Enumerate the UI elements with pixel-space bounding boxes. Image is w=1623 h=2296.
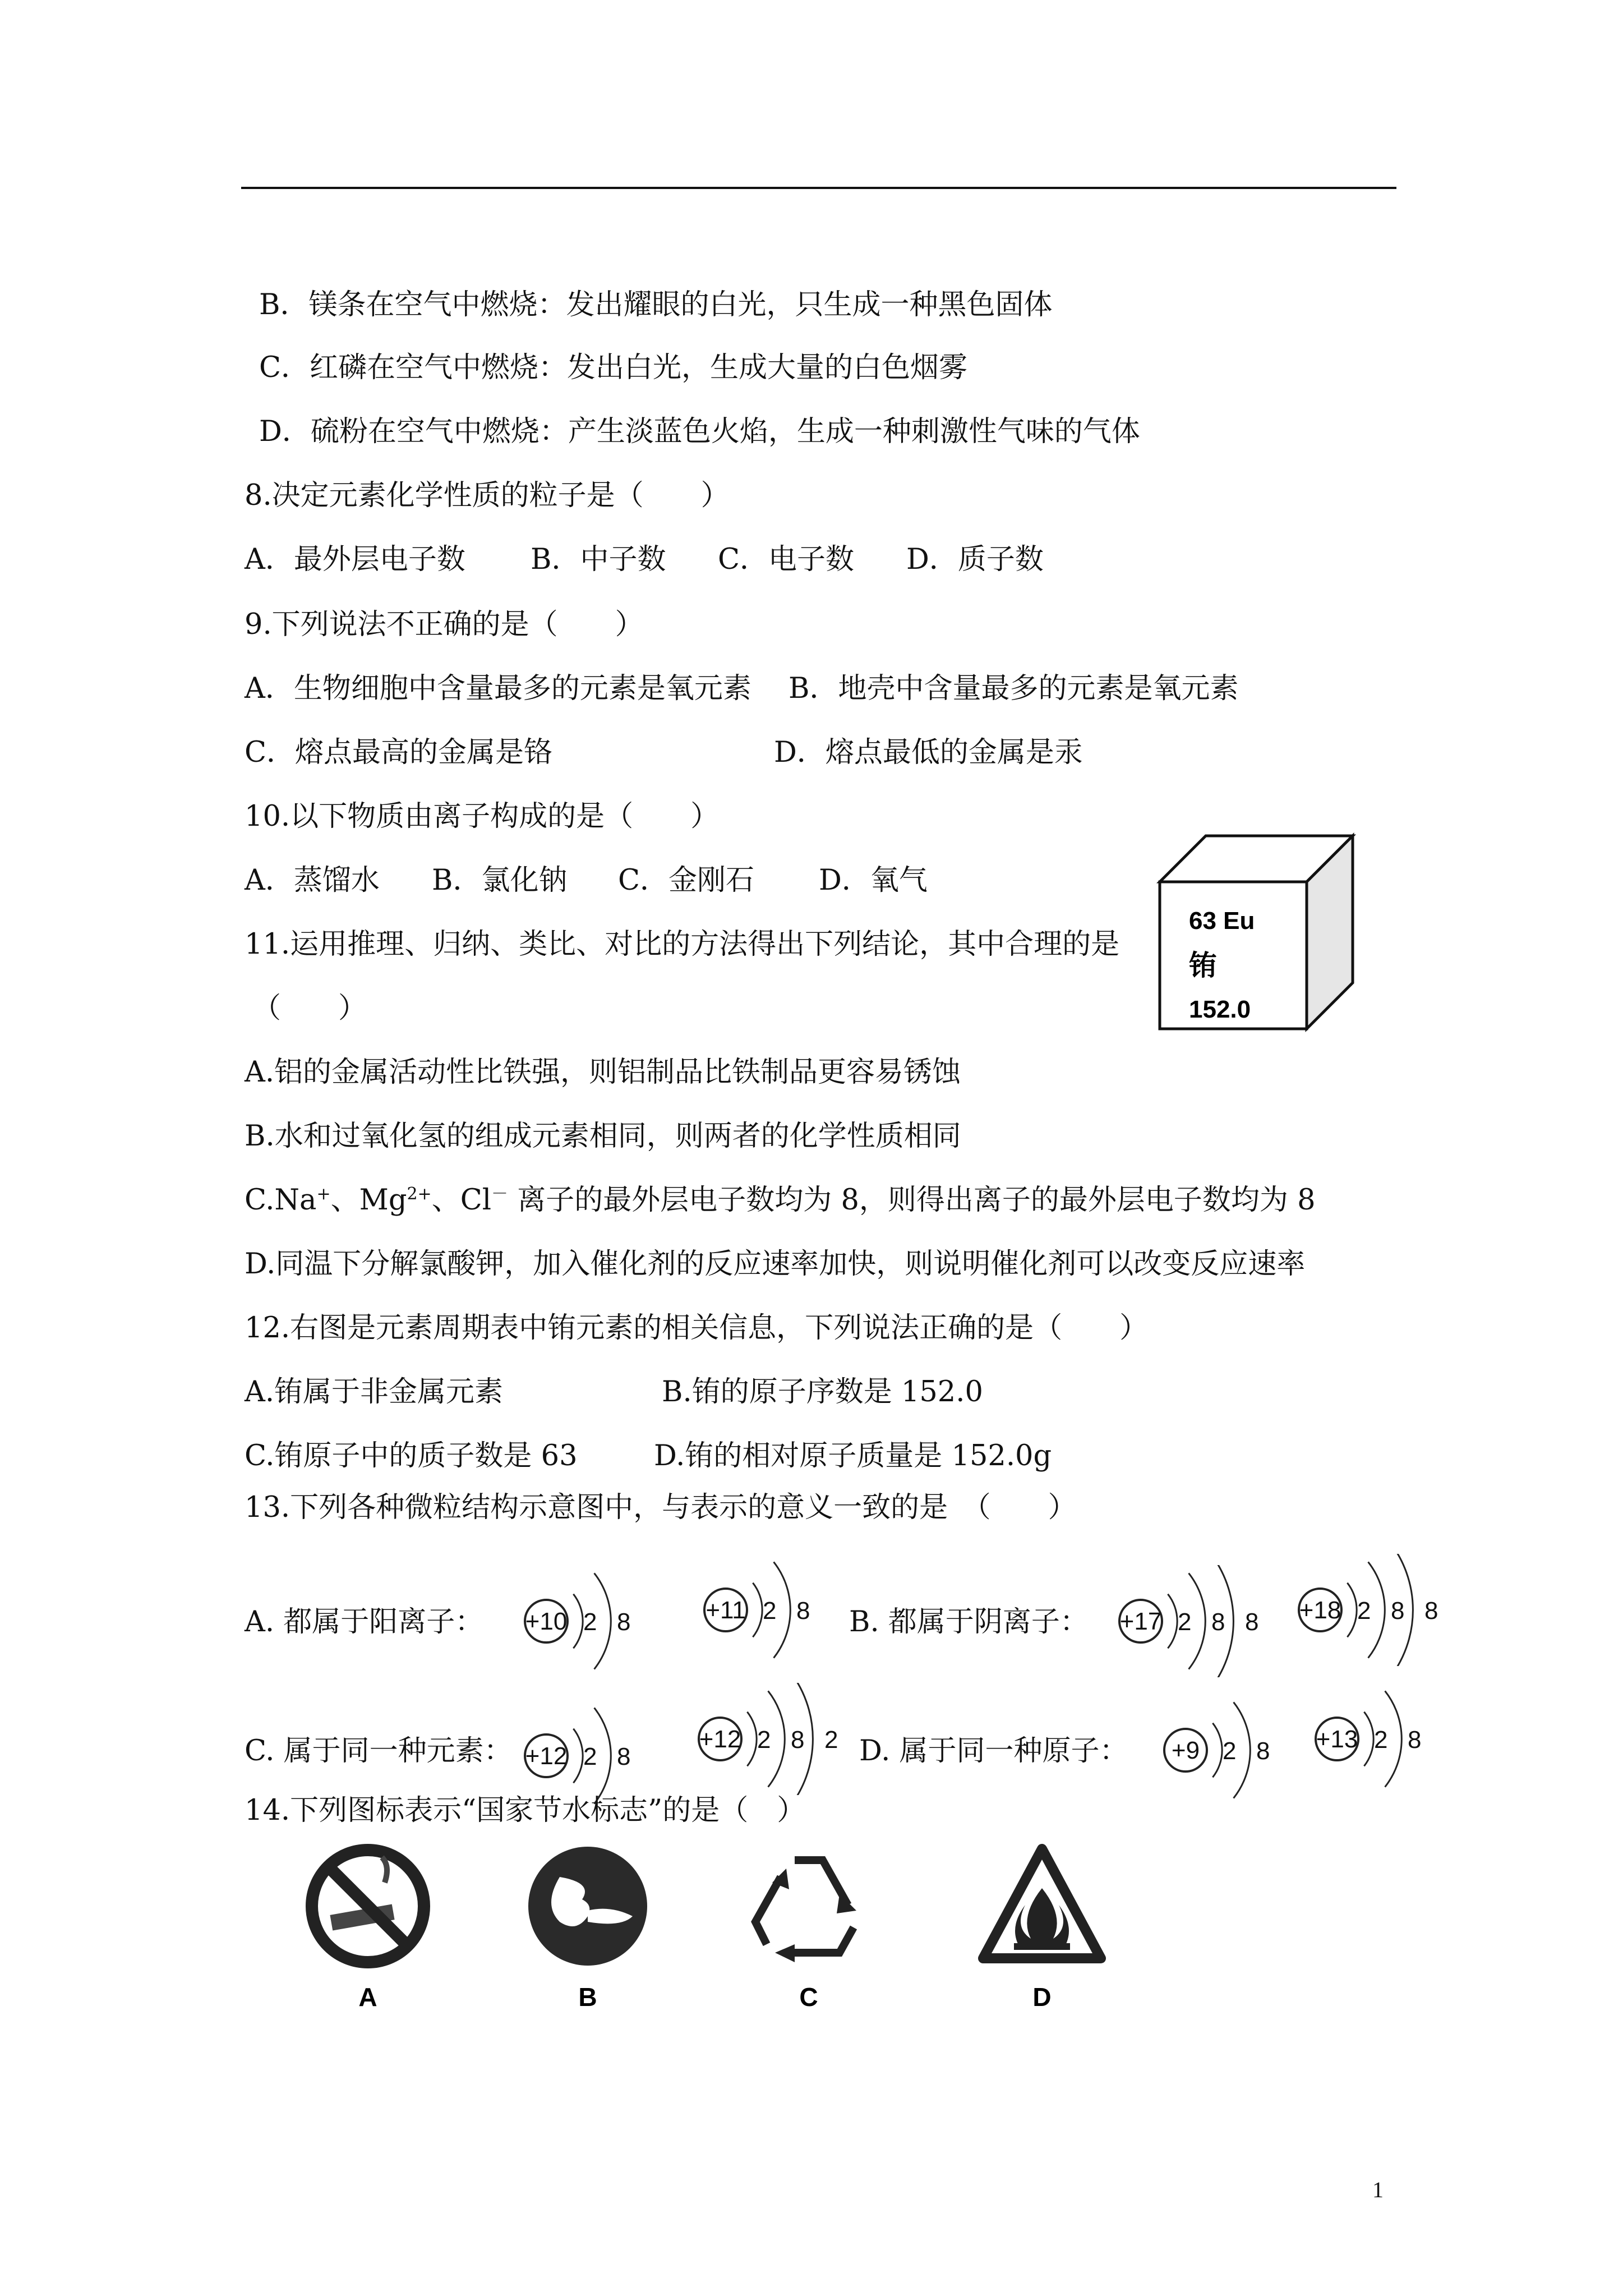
electron-shell-arc bbox=[573, 1594, 583, 1649]
q11-option-b: B.水和过氧化氢的组成元素相同，则两者的化学性质相同 bbox=[245, 1120, 961, 1153]
q8-option-d: D．质子数 bbox=[906, 543, 1044, 576]
q9-option-a: A．生物细胞中含量最多的元素是氧元素 bbox=[245, 672, 751, 705]
q12-option-c: C.铕原子中的质子数是 63 bbox=[245, 1439, 578, 1473]
q7-option-d: D．硫粉在空气中燃烧：产生淡蓝色火焰，生成一种刺激性气味的气体 bbox=[259, 415, 1140, 448]
page-number: 1 bbox=[1372, 2177, 1384, 2202]
q12-option-b: B.铕的原子序数是 152.0 bbox=[662, 1375, 983, 1409]
q8-option-b: B．中子数 bbox=[531, 543, 666, 576]
nucleus-charge: +13 bbox=[1316, 1726, 1358, 1753]
atom-structure-diagram bbox=[1295, 1554, 1481, 1666]
europium-element-card bbox=[1155, 828, 1363, 1036]
q13-option-b: B. 都属于阴离子： bbox=[849, 1605, 1089, 1639]
nucleus-charge: +10 bbox=[525, 1608, 568, 1635]
q11-c-text: 、Cl bbox=[431, 1184, 492, 1217]
shell-electron-count: 2 bbox=[583, 1608, 597, 1636]
shell-electron-count: 8 bbox=[617, 1743, 631, 1770]
atom-structure-diagram bbox=[522, 1565, 707, 1677]
shell-electron-count: 8 bbox=[617, 1608, 631, 1636]
q9-option-c: C．熔点最高的金属是铬 bbox=[245, 736, 553, 769]
icon-label-b: B bbox=[578, 1982, 597, 2012]
nucleus-charge: +9 bbox=[1171, 1737, 1200, 1764]
header-rule bbox=[241, 187, 1396, 189]
electron-shell-arc bbox=[747, 1712, 757, 1766]
electron-shell-arc bbox=[1168, 1594, 1177, 1649]
q7-option-c: C．红磷在空气中燃烧：发出白光，生成大量的白色烟雾 bbox=[259, 351, 968, 384]
nucleus-charge: +18 bbox=[1299, 1596, 1341, 1624]
shell-electron-count: 2 bbox=[1223, 1737, 1237, 1765]
shell-electron-count: 8 bbox=[1408, 1726, 1422, 1754]
icon-label-d: D bbox=[1032, 1982, 1052, 2012]
q12-stem: 12.右图是元素周期表中铕元素的相关信息，下列说法正确的是（ ） bbox=[245, 1312, 1149, 1345]
nucleus-charge: +12 bbox=[699, 1726, 741, 1753]
q11-c-text: 、Mg bbox=[330, 1184, 407, 1217]
shell-electron-count: 8 bbox=[791, 1726, 805, 1754]
icon-label-c: C bbox=[799, 1982, 818, 2012]
q13-stem: 13.下列各种微粒结构示意图中，与表示的意义一致的是 （ ） bbox=[245, 1491, 1077, 1524]
atom-structure-diagram bbox=[695, 1683, 880, 1795]
q10-option-b: B．氯化钠 bbox=[432, 864, 568, 897]
q12-option-d: D.铕的相对原子质量是 152.0g bbox=[654, 1439, 1052, 1473]
q11-c-text: C.Na bbox=[245, 1184, 317, 1217]
shell-electron-count: 8 bbox=[1424, 1597, 1438, 1625]
q10-option-c: C．金刚石 bbox=[618, 864, 755, 897]
shell-electron-count: 2 bbox=[757, 1726, 771, 1754]
shell-electron-count: 2 bbox=[1374, 1726, 1388, 1754]
q11-option-d: D.同温下分解氯酸钾，加入催化剂的反应速率加快，则说明催化剂可以改变反应速率 bbox=[245, 1248, 1306, 1281]
q11-stem: 11.运用推理、归纳、类比、对比的方法得出下列结论，其中合理的是 bbox=[245, 928, 1120, 961]
element-name: 铕 bbox=[1189, 950, 1217, 981]
q11-c-sup: + bbox=[316, 1184, 331, 1204]
shell-electron-count: 8 bbox=[1245, 1608, 1259, 1636]
q11-option-a: A.铝的金属活动性比铁强，则铝制品比铁制品更容易锈蚀 bbox=[245, 1056, 961, 1089]
element-mass: 152.0 bbox=[1189, 996, 1251, 1023]
electron-shell-arc bbox=[1347, 1583, 1357, 1637]
q8-option-a: A．最外层电子数 bbox=[245, 543, 465, 576]
shell-electron-count: 8 bbox=[1391, 1597, 1405, 1625]
q8-stem: 8.决定元素化学性质的粒子是（ ） bbox=[245, 479, 730, 512]
q13-option-d: D. 属于同一种原子： bbox=[859, 1734, 1128, 1768]
atom-structure-diagram bbox=[1116, 1565, 1301, 1677]
q11-c-text: 离子的最外层电子数均为 8，则得出离子的最外层电子数均为 8 bbox=[508, 1184, 1316, 1217]
q13-option-a: A. 都属于阳离子： bbox=[245, 1605, 484, 1639]
shell-electron-count: 2 bbox=[583, 1743, 597, 1770]
q13-option-c: C. 属于同一种元素： bbox=[245, 1734, 513, 1768]
flammable-warning-icon bbox=[975, 1843, 1109, 2012]
q11-option-c bbox=[245, 1182, 1316, 1218]
icon-label-a: A bbox=[358, 1982, 377, 2012]
q9-stem: 9.下列说法不正确的是（ ） bbox=[245, 608, 644, 641]
nucleus-charge: +17 bbox=[1119, 1608, 1162, 1635]
shell-electron-count: 8 bbox=[1211, 1608, 1225, 1636]
q10-option-d: D．氧气 bbox=[819, 864, 928, 897]
q10-option-a: A．蒸馏水 bbox=[245, 864, 380, 897]
element-symbol-line: 63 Eu bbox=[1189, 907, 1255, 935]
q12-option-a: A.铕属于非金属元素 bbox=[245, 1375, 504, 1409]
shell-electron-count: 2 bbox=[763, 1597, 777, 1625]
water-saving-icon bbox=[520, 1843, 655, 2012]
q14-stem: 14.下列图标表示“国家节水标志”的是（ ） bbox=[245, 1794, 806, 1827]
q9-option-d: D．熔点最低的金属是汞 bbox=[774, 736, 1083, 769]
atom-structure-diagram bbox=[1312, 1683, 1497, 1795]
q11-stem-end: （ ） bbox=[252, 992, 367, 1025]
shell-electron-count: 8 bbox=[1256, 1737, 1270, 1765]
atom-structure-diagram bbox=[701, 1554, 886, 1666]
electron-shell-arc bbox=[1212, 1723, 1222, 1778]
shell-electron-count: 8 bbox=[796, 1597, 810, 1625]
electron-shell-arc bbox=[753, 1583, 762, 1637]
no-smoking-icon bbox=[301, 1843, 435, 2012]
q11-c-sup: 2+ bbox=[407, 1184, 432, 1204]
recycling-icon bbox=[741, 1843, 876, 2012]
nucleus-charge: +11 bbox=[706, 1596, 746, 1624]
shell-electron-count: 2 bbox=[1357, 1597, 1371, 1625]
shell-electron-count: 2 bbox=[1178, 1608, 1192, 1636]
electron-shell-arc bbox=[573, 1729, 583, 1783]
q8-option-c: C．电子数 bbox=[718, 543, 855, 576]
shell-electron-count: 2 bbox=[824, 1726, 838, 1754]
q7-option-b: B．镁条在空气中燃烧：发出耀眼的白光，只生成一种黑色固体 bbox=[259, 288, 1053, 321]
q9-option-b: B．地壳中含量最多的元素是氧元素 bbox=[789, 672, 1239, 705]
q10-stem: 10.以下物质由离子构成的是（ ） bbox=[245, 800, 720, 833]
nucleus-charge: +12 bbox=[525, 1742, 568, 1770]
q11-c-sup: － bbox=[491, 1184, 509, 1204]
electron-shell-arc bbox=[1364, 1712, 1373, 1766]
